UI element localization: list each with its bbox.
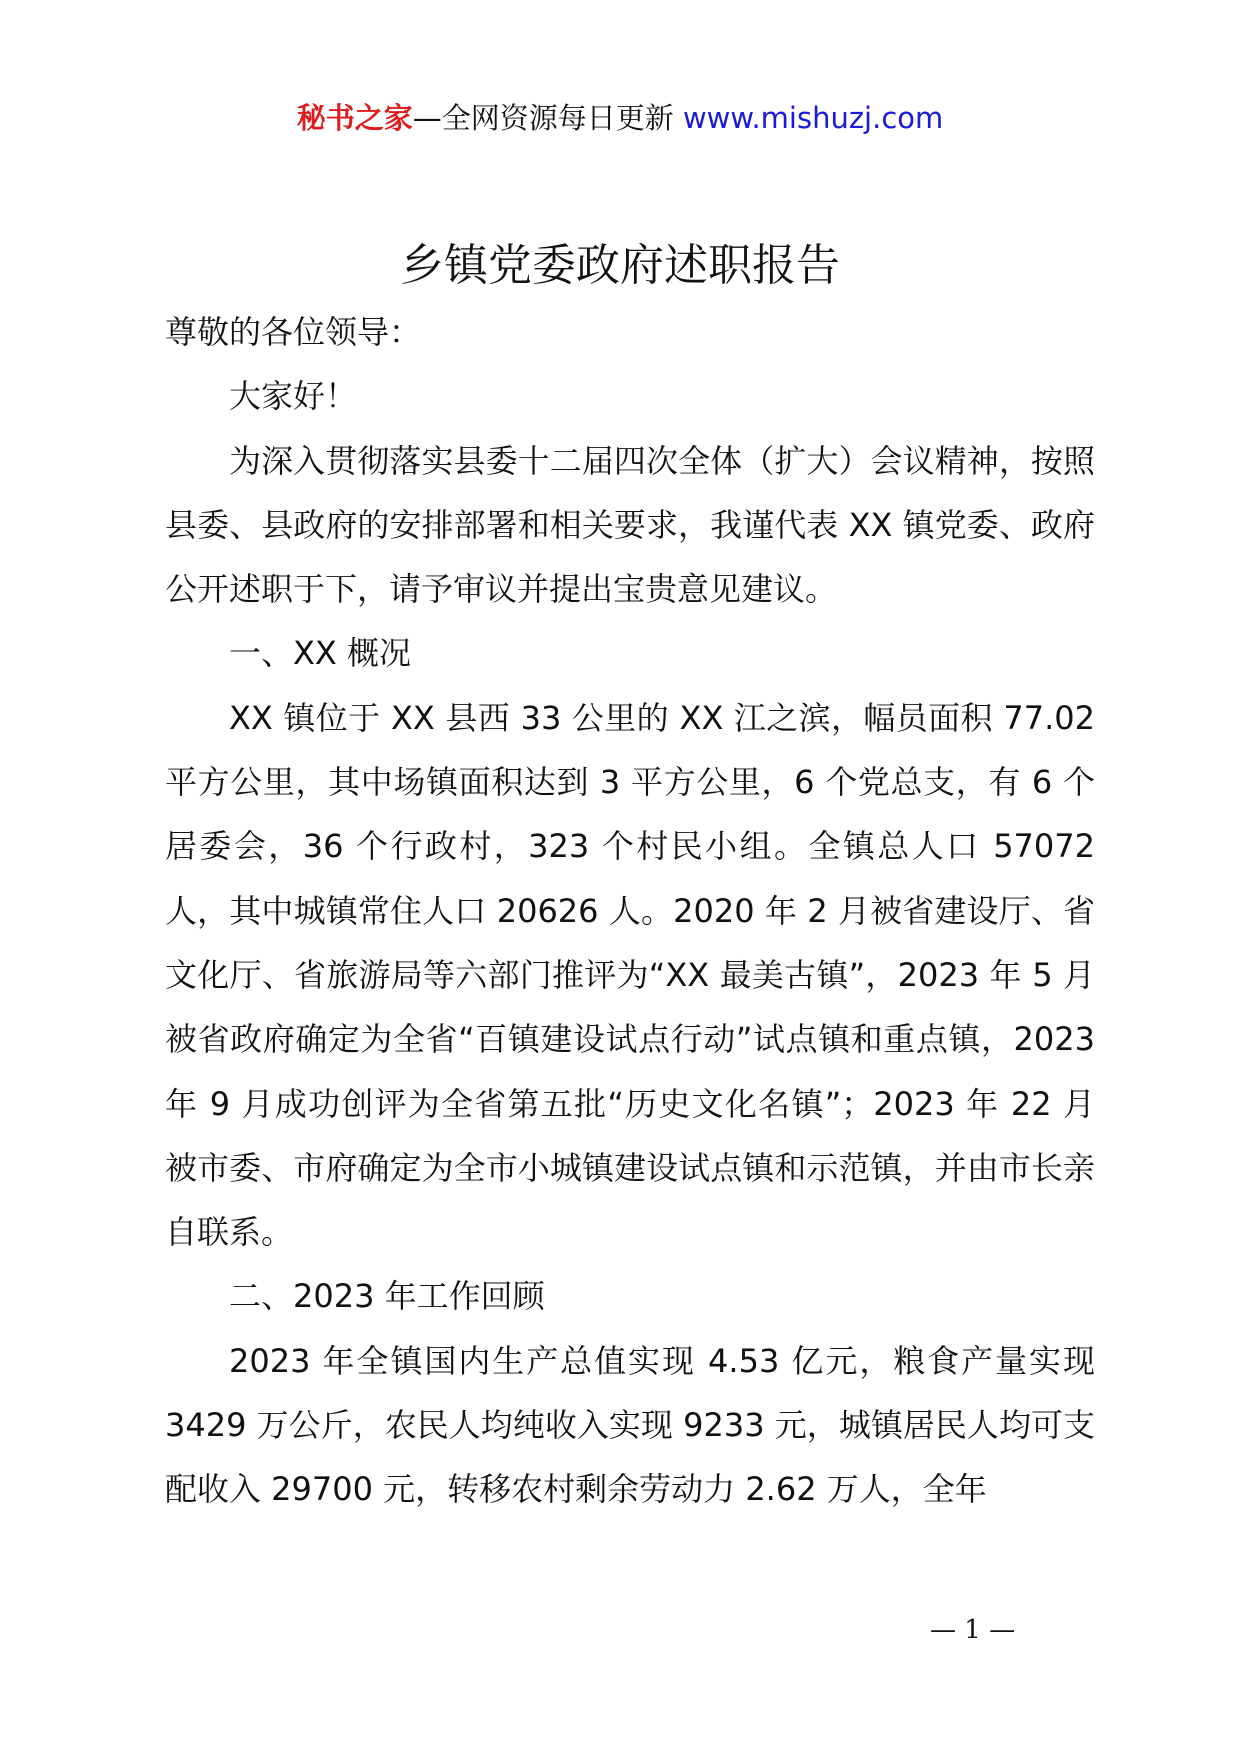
- intro-paragraph: 为深入贯彻落实县委十二届四次全体（扩大）会议精神，按照县委、县政府的安排部署和相关要求，我谨代表 XX 镇党委、政府公开述职于下，请予审议并提出宝贵意见建议。: [165, 441, 1095, 609]
- review-paragraph: 2023 年全镇国内生产总值实现 4.53 亿元，粮食产量实现 3429 万公斤，农民人均纯收入实现 9233 元，城镇居民人均可支配收入 29700 元，转移农村剩余劳动力 2.62 万人，全年: [165, 1341, 1095, 1509]
- page-number: — 1 —: [930, 1615, 1016, 1645]
- brand-name: 秘书之家: [296, 101, 413, 135]
- site-header-banner: [0, 98, 1240, 138]
- greeting: 大家好！: [229, 377, 358, 416]
- document-title: 乡镇党委政府述职报告: [400, 240, 840, 291]
- site-url-link[interactable]: www.mishuzj.com: [682, 101, 944, 135]
- salutation: 尊敬的各位领导：: [165, 313, 422, 351]
- section-heading-review: 二、2023 年工作回顾: [229, 1277, 545, 1316]
- header-slogan: —全网资源每日更新: [412, 101, 674, 135]
- document-body: [165, 300, 1095, 1522]
- section-heading-overview: 一、XX 概况: [229, 634, 412, 673]
- overview-paragraph: XX 镇位于 XX 县西 33 公里的 XX 江之滨，幅员面积 77.02 平方公里，其中场镇面积达到 3 平方公里，6 个党总支，有 6 个居委会，36 个行政村，323 个村民小组。全镇总人口 57072 人，其中城镇常住人口 20626 人。2020 年 2 月被省建设厅、省文化厅、省旅游局等六部门推评为“XX 最美古镇”，2023 年 5 月被省政府确定为全省“百镇建设试点行动”试点镇和重点镇，2023 年 9 月成功创评为全省第五批“历史文化名镇”；2023 年 22 月被市委、市府确定为全市小城镇建设试点镇和示范镇，并由市长亲自联系。: [165, 698, 1095, 1252]
